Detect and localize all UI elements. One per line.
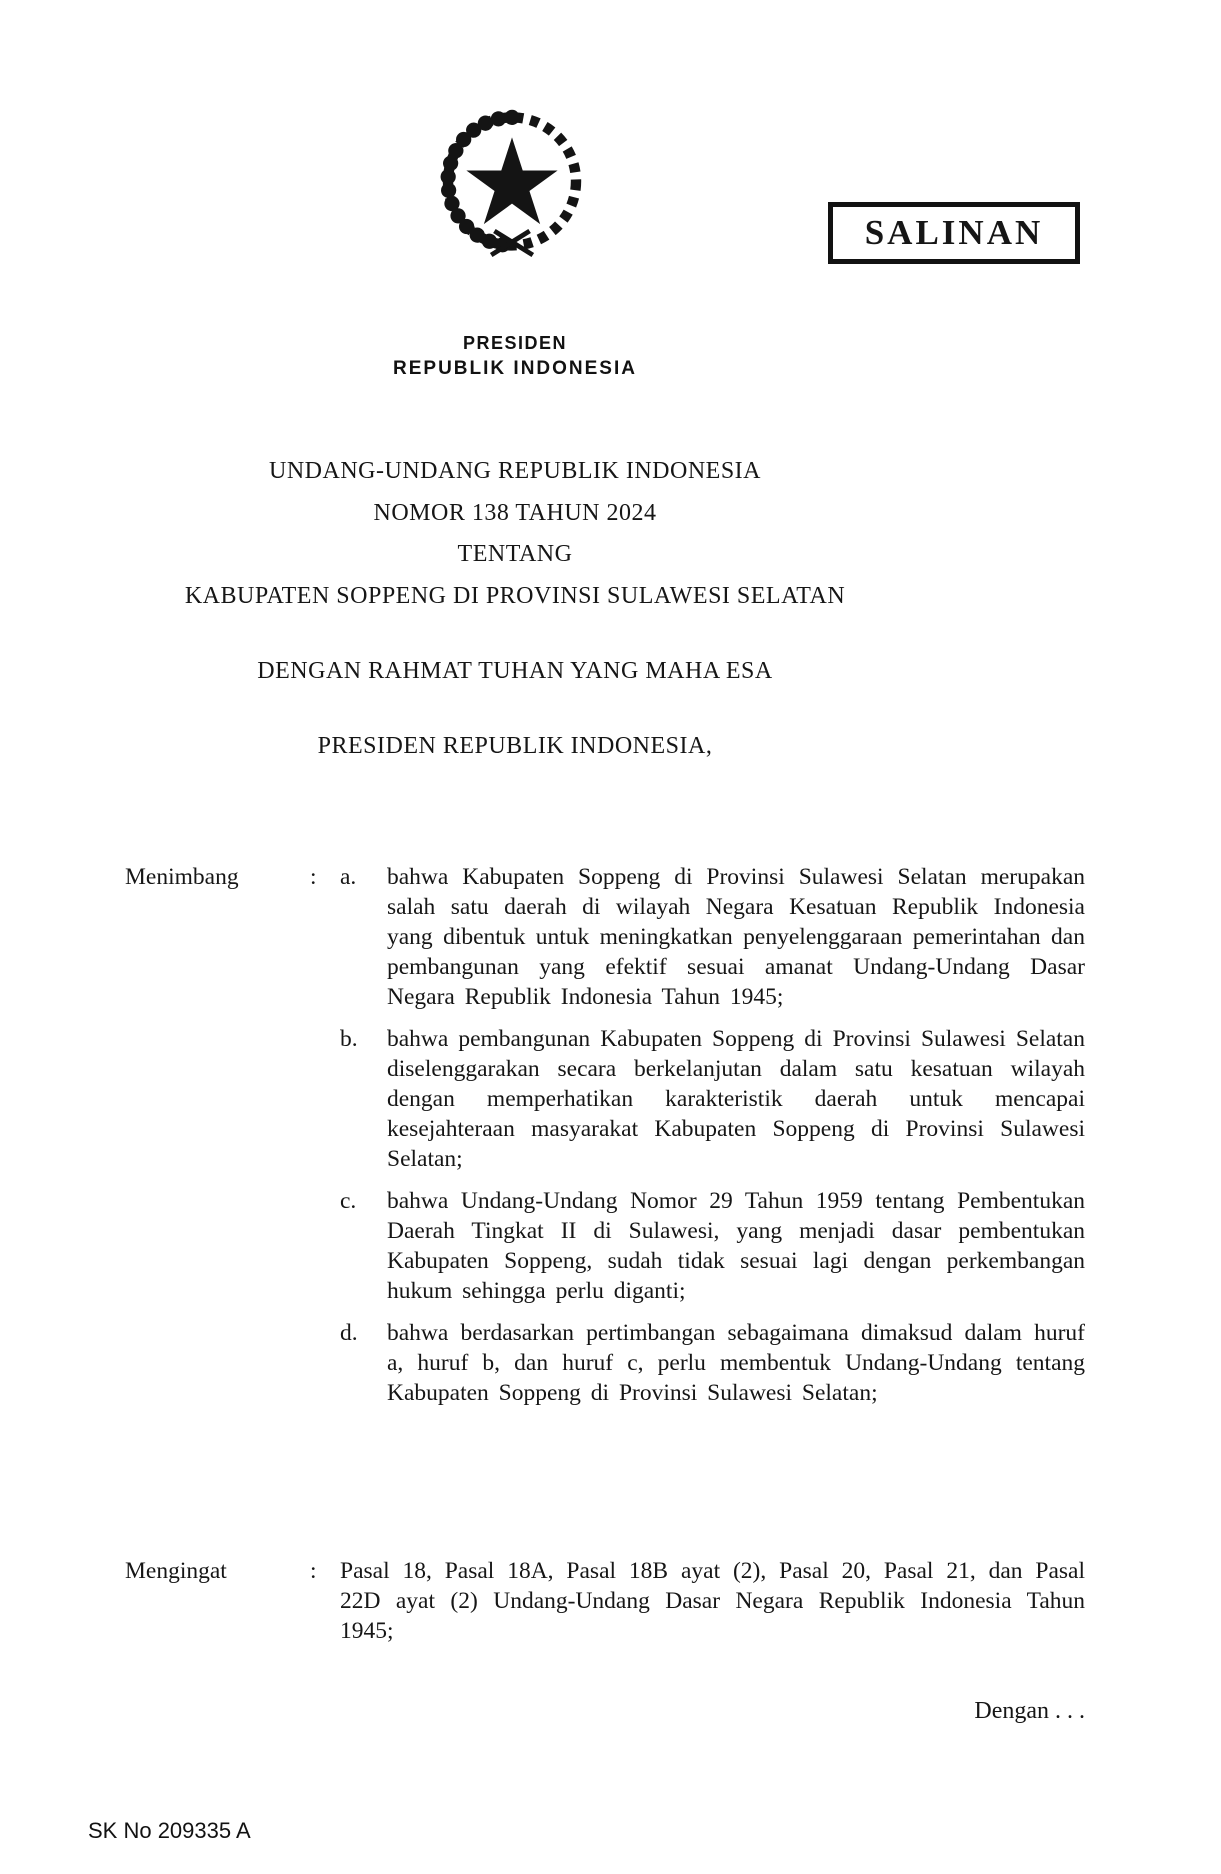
law-number-line: NOMOR 138 TAHUN 2024 <box>373 499 657 526</box>
letterhead-line2: REPUBLIK INDONESIA <box>393 358 637 379</box>
item-letter: c. <box>340 1188 357 1214</box>
salinan-stamp-label: SALINAN <box>864 213 1044 252</box>
considering-colon: : <box>310 864 317 890</box>
considering-item-b <box>340 1024 1085 1174</box>
letterhead <box>215 331 815 381</box>
law-title-line1: UNDANG-UNDANG REPUBLIK INDONESIA <box>269 458 761 484</box>
page-catchword: Dengan . . . <box>974 1698 1085 1724</box>
considering-item-d <box>340 1318 1085 1408</box>
recalling-colon: : <box>310 1558 317 1584</box>
item-letter: d. <box>340 1320 358 1346</box>
item-letter: a. <box>340 864 357 890</box>
considering-clause <box>125 862 1085 1408</box>
considering-item-a <box>340 862 1085 1012</box>
enacting-authority-line: PRESIDEN REPUBLIK INDONESIA, <box>317 733 713 759</box>
sk-number: SK No 209335 A <box>88 1818 251 1843</box>
law-tentang-line: TENTANG <box>457 541 573 567</box>
item-text: bahwa pembangunan Kabupaten Soppeng di Provinsi Sulawesi Selatan diselenggarakan secara berkelanjutan dalam satu kesatuan wilayah dengan memperhatikan karakteristik daerah untuk mencapai kesejahteraan masyarakat Kabupaten Soppeng di Provinsi Sulawesi Selatan; <box>387 1026 1085 1172</box>
letterhead-line1: PRESIDEN <box>462 333 568 353</box>
recalling-clause <box>125 1556 1085 1646</box>
law-title-block <box>0 451 1030 617</box>
recalling-label: Mengingat <box>125 1558 227 1584</box>
item-text: bahwa Kabupaten Soppeng di Provinsi Sulawesi Selatan merupakan salah satu daerah di wilayah Negara Kesatuan Republik Indonesia yang dibentuk untuk meningkatkan penyelenggaraan pemerintahan dan pembangunan yang efektif sesuai amanat Undang-Undang Dasar Negara Republik Indonesia Tahun 1945; <box>387 864 1085 1010</box>
presidential-star-wreath-icon <box>432 103 592 263</box>
considering-label: Menimbang <box>125 864 239 890</box>
law-subject-line: KABUPATEN SOPPENG DI PROVINSI SULAWESI SELATAN <box>184 582 846 609</box>
item-text: bahwa berdasarkan pertimbangan sebagaimana dimaksud dalam huruf a, huruf b, dan huruf c, perlu membentuk Undang-Undang tentang Kabupaten Soppeng di Provinsi Sulawesi Selatan; <box>387 1320 1085 1406</box>
salinan-stamp <box>828 202 1080 264</box>
item-letter: b. <box>340 1026 358 1052</box>
considering-item-c <box>340 1186 1085 1306</box>
recalling-text: Pasal 18, Pasal 18A, Pasal 18B ayat (2), Pasal 20, Pasal 21, dan Pasal 22D ayat (2) Undang-Undang Dasar Negara Republik Indonesia Tahun 1945; <box>340 1558 1085 1644</box>
item-text: bahwa Undang-Undang Nomor 29 Tahun 1959 tentang Pembentukan Daerah Tingkat II di Sulawesi, yang menjadi dasar pembentukan Kabupaten Soppeng, sudah tidak sesuai lagi dengan perkembangan hukum sehingga perlu diganti; <box>387 1188 1085 1304</box>
invocation-line: DENGAN RAHMAT TUHAN YANG MAHA ESA <box>257 658 773 684</box>
